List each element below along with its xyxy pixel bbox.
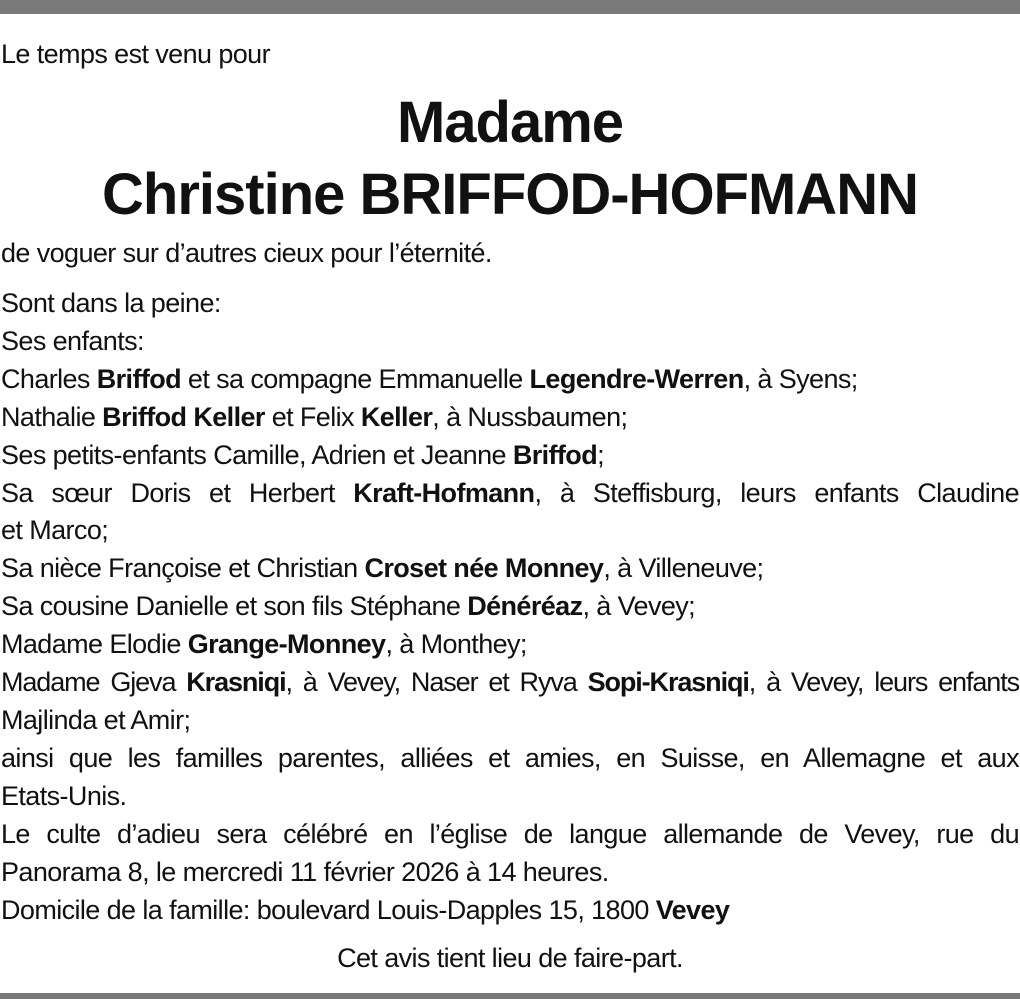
text: Madame Elodie: [1, 629, 188, 660]
text: , à Vevey, leurs enfants: [748, 667, 1019, 698]
top-rule: [0, 0, 1020, 14]
text: Ses petits-enfants Camille, Adrien et Jeanne: [1, 439, 513, 470]
text: Madame Gjeva: [1, 667, 187, 698]
bottom-rule: [0, 993, 1020, 999]
mourner-line: et Marco;: [1, 515, 109, 546]
text: , à Vevey, Naser et Ryva: [285, 667, 588, 698]
text: Sa nièce Françoise et Christian: [1, 553, 365, 584]
mourner-line: Majlinda et Amir;: [1, 704, 191, 735]
closing-text: Cet avis tient lieu de faire-part.: [337, 943, 683, 974]
text: , à Villeneuve;: [603, 553, 764, 584]
ceremony-line: Le culte d’adieu sera célébré en l’église de langue allemande de Vevey, rue du: [1, 818, 1019, 849]
mourners-heading: Sont dans la peine:: [1, 288, 221, 318]
mourner-line: [1, 626, 1019, 664]
text: , à Steffisburg, leurs enfants Claudine: [534, 477, 1020, 508]
text: , à Monthey;: [385, 629, 527, 660]
families-line: ainsi que les familles parentes, alliées et amies, en Suisse, en Allemagne et aux: [1, 742, 1019, 773]
text: Charles: [1, 363, 97, 394]
surname: Keller: [360, 401, 433, 432]
mourner-line: [1, 437, 1019, 475]
surname: Briffod: [512, 439, 598, 470]
text: Nathalie: [1, 401, 103, 432]
surname: Kraft-Hofmann: [353, 477, 535, 508]
text: Sa sœur Doris et Herbert: [1, 477, 354, 508]
surname: Grange-Monney: [187, 629, 386, 660]
mourner-line: [1, 361, 1019, 399]
surname: Briffod Keller: [102, 401, 265, 432]
text: et sa compagne Emmanuelle: [181, 363, 530, 394]
text: Domicile de la famille: boulevard Louis-Dapples 15, 1800: [1, 894, 656, 925]
mourner-line: [1, 550, 1019, 588]
text: , à Syens;: [743, 363, 858, 394]
ceremony-line: Panorama 8, le mercredi 11 février 2026 à 14 heures.: [1, 856, 609, 887]
families-line: Etats-Unis.: [1, 780, 127, 811]
surname: Dénéréaz: [467, 591, 583, 622]
text: et Felix: [264, 401, 361, 432]
mourner-line: [1, 664, 1019, 702]
full-name: Christine BRIFFOD-HOFMANN: [102, 162, 918, 227]
surname: Briffod: [96, 363, 182, 394]
text: , à Vevey;: [582, 591, 696, 622]
text: , à Nussbaumen;: [432, 401, 628, 432]
intro-text: Le temps est venu pour: [1, 39, 270, 69]
mourners-list: [1, 285, 1019, 929]
mourner-line: [1, 475, 1019, 513]
text: ;: [597, 439, 604, 470]
salutation: Madame: [396, 90, 624, 155]
family-address: [1, 892, 1019, 930]
surname: Croset née Monney: [364, 553, 604, 584]
obituary-notice: [1, 36, 1019, 976]
deceased-name: [1, 87, 1019, 231]
surname: Sopi-Krasniqi: [587, 667, 749, 698]
surname: Krasniqi: [186, 667, 286, 698]
mourner-line: [1, 399, 1019, 437]
phrase-text: de voguer sur d’autres cieux pour l’éternité.: [1, 238, 492, 268]
children-heading: Ses enfants:: [1, 325, 144, 356]
surname: Legendre-Werren: [529, 363, 744, 394]
mourner-line: [1, 588, 1019, 626]
text: Sa cousine Danielle et son fils Stéphane: [1, 591, 468, 622]
town: Vevey: [655, 894, 730, 925]
